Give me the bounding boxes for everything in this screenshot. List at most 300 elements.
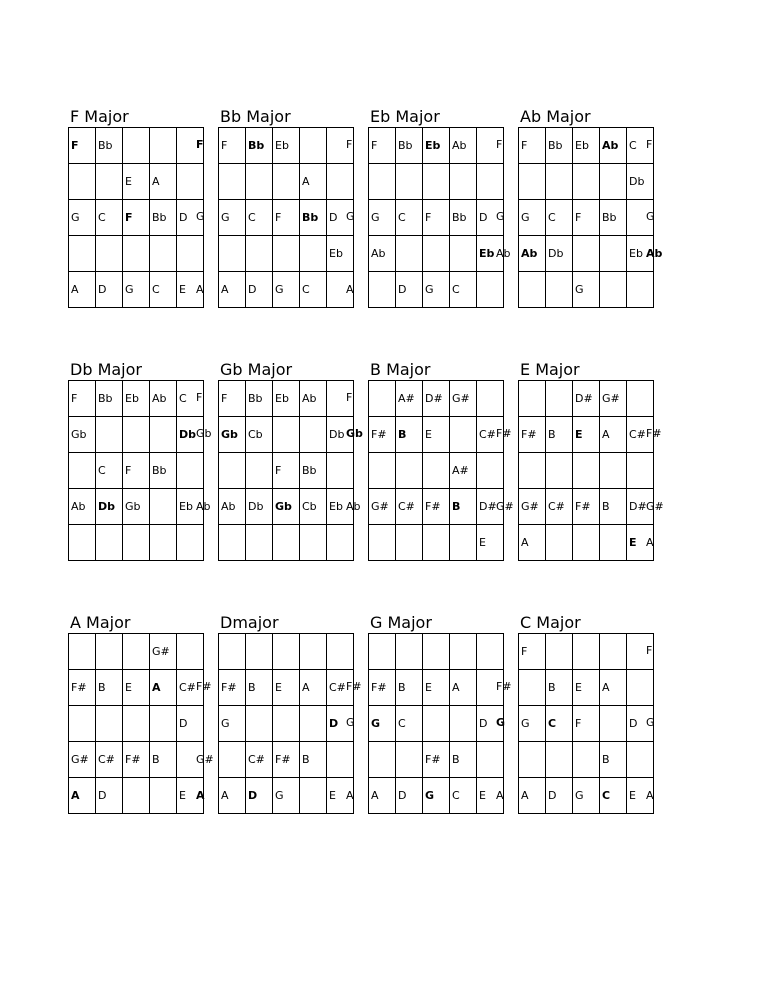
fret-row	[69, 742, 204, 778]
edge-note-label: A	[196, 788, 205, 802]
note-cell	[519, 453, 546, 489]
edge-note-label: G	[496, 716, 506, 730]
note-cell	[450, 417, 477, 453]
fret-row	[369, 489, 504, 525]
note-cell: Gb	[123, 489, 150, 525]
note-cell: D	[177, 706, 204, 742]
note-cell	[69, 634, 96, 670]
note-cell: Eb	[627, 236, 654, 272]
note-cell: Gb	[273, 489, 300, 525]
note-cell	[546, 272, 573, 308]
note-cell	[246, 164, 273, 200]
note-cell: Bb	[300, 453, 327, 489]
note-cell	[573, 525, 600, 561]
note-cell	[600, 525, 627, 561]
note-cell	[600, 706, 627, 742]
edge-note-label: F#	[346, 680, 362, 694]
note-cell: Db	[96, 489, 123, 525]
fret-row	[69, 706, 204, 742]
note-cell	[450, 525, 477, 561]
note-cell: F	[573, 706, 600, 742]
note-cell: C#	[477, 417, 504, 453]
note-cell: F#	[369, 670, 396, 706]
fret-row	[219, 742, 354, 778]
edge-note-label: F	[196, 391, 203, 404]
note-cell: F	[219, 128, 246, 164]
note-cell: C	[150, 272, 177, 308]
fret-row	[369, 706, 504, 742]
note-cell: Eb	[327, 489, 354, 525]
note-cell: F#	[273, 742, 300, 778]
note-cell: D#	[423, 381, 450, 417]
fret-row	[369, 128, 504, 164]
fret-row	[369, 778, 504, 814]
note-cell: C	[600, 778, 627, 814]
chart-title: E Major	[520, 360, 580, 379]
note-cell	[546, 634, 573, 670]
note-cell: F	[69, 381, 96, 417]
note-cell: E	[327, 778, 354, 814]
fretboard-grid	[518, 633, 654, 814]
note-cell	[546, 381, 573, 417]
note-cell	[96, 236, 123, 272]
note-cell: Ab	[219, 489, 246, 525]
note-cell: G	[273, 778, 300, 814]
fretboard-grid	[218, 380, 354, 561]
note-cell: G	[219, 706, 246, 742]
note-cell: F	[423, 200, 450, 236]
note-cell	[573, 634, 600, 670]
note-cell: Gb	[219, 417, 246, 453]
edge-note-label	[646, 380, 676, 416]
note-cell: A	[600, 670, 627, 706]
fret-row	[219, 706, 354, 742]
note-cell	[300, 236, 327, 272]
chart-title: Dmajor	[220, 613, 279, 632]
note-cell: Bb	[600, 200, 627, 236]
edge-note-label: G#	[496, 499, 514, 513]
note-cell: F#	[69, 670, 96, 706]
note-cell	[396, 453, 423, 489]
edge-note-label: G#	[196, 752, 214, 766]
fretboard-grid	[368, 633, 504, 814]
note-cell: Ab	[300, 381, 327, 417]
note-cell	[150, 236, 177, 272]
note-cell	[273, 525, 300, 561]
note-cell: Bb	[96, 128, 123, 164]
note-cell: G#	[519, 489, 546, 525]
note-cell	[96, 706, 123, 742]
note-cell: E	[477, 778, 504, 814]
note-cell: Gb	[69, 417, 96, 453]
fret-row	[369, 453, 504, 489]
note-cell: Ab	[519, 236, 546, 272]
edge-note-label: G	[496, 210, 505, 224]
note-cell	[69, 164, 96, 200]
note-cell	[573, 236, 600, 272]
note-cell: C#	[396, 489, 423, 525]
note-cell	[369, 381, 396, 417]
note-cell: G	[573, 272, 600, 308]
note-cell: A	[219, 778, 246, 814]
note-cell	[396, 634, 423, 670]
edge-note-label: A	[646, 788, 654, 802]
fretboard-grid	[218, 127, 354, 308]
fret-row	[519, 200, 654, 236]
note-cell	[69, 706, 96, 742]
fret-row	[519, 525, 654, 561]
note-cell	[519, 742, 546, 778]
fret-row	[69, 164, 204, 200]
fret-row	[219, 272, 354, 308]
note-cell: A	[219, 272, 246, 308]
note-cell	[219, 236, 246, 272]
note-cell	[219, 453, 246, 489]
note-cell: F#	[573, 489, 600, 525]
note-cell: E	[573, 670, 600, 706]
note-cell	[546, 742, 573, 778]
note-cell	[123, 128, 150, 164]
note-cell: Bb	[300, 200, 327, 236]
note-cell: C	[396, 200, 423, 236]
note-cell: C#	[177, 670, 204, 706]
note-cell: Ab	[369, 236, 396, 272]
note-cell	[123, 236, 150, 272]
note-cell: Eb	[123, 381, 150, 417]
note-cell: B	[546, 417, 573, 453]
note-cell: Eb	[327, 236, 354, 272]
edge-note-label: F	[646, 138, 653, 151]
note-cell: C#	[246, 742, 273, 778]
fret-row	[369, 164, 504, 200]
note-cell: B	[450, 489, 477, 525]
note-cell: Bb	[96, 381, 123, 417]
note-cell: D	[546, 778, 573, 814]
edge-note-label: F#	[196, 680, 212, 694]
edge-note-label: F#	[646, 427, 662, 441]
edge-note-label: G	[646, 210, 655, 224]
note-cell	[450, 634, 477, 670]
edge-note-label: G#	[646, 499, 664, 513]
note-cell	[450, 236, 477, 272]
note-cell	[246, 453, 273, 489]
note-cell	[573, 164, 600, 200]
fret-row	[219, 670, 354, 706]
note-cell: C	[177, 381, 204, 417]
note-cell: Bb	[396, 128, 423, 164]
note-cell: G	[369, 706, 396, 742]
note-cell: C	[96, 453, 123, 489]
fret-row	[69, 381, 204, 417]
note-cell: A	[369, 778, 396, 814]
note-cell	[219, 634, 246, 670]
fret-row	[369, 236, 504, 272]
fret-row	[369, 525, 504, 561]
edge-note-label: F#	[496, 427, 512, 441]
fret-row	[519, 164, 654, 200]
note-cell: C	[450, 272, 477, 308]
note-cell: A	[300, 670, 327, 706]
fret-row	[519, 489, 654, 525]
note-cell: D	[246, 778, 273, 814]
note-cell: Eb	[273, 381, 300, 417]
note-cell: Db	[546, 236, 573, 272]
note-cell	[369, 272, 396, 308]
note-cell: C	[546, 200, 573, 236]
note-cell	[69, 236, 96, 272]
note-cell: C	[396, 706, 423, 742]
fret-row	[369, 670, 504, 706]
note-cell	[369, 453, 396, 489]
note-cell	[546, 164, 573, 200]
note-cell: Bb	[546, 128, 573, 164]
note-cell: Cb	[300, 489, 327, 525]
note-cell	[273, 236, 300, 272]
note-cell	[600, 453, 627, 489]
note-cell: C#	[627, 417, 654, 453]
note-cell	[273, 706, 300, 742]
note-cell: E	[627, 525, 654, 561]
note-cell: C	[96, 200, 123, 236]
note-cell	[150, 778, 177, 814]
note-cell	[96, 634, 123, 670]
note-cell: G	[423, 778, 450, 814]
fret-row	[519, 236, 654, 272]
chart-title: C Major	[520, 613, 581, 632]
note-cell	[450, 706, 477, 742]
note-cell	[69, 525, 96, 561]
note-cell: D	[627, 706, 654, 742]
note-cell	[69, 453, 96, 489]
fret-row	[219, 200, 354, 236]
note-cell	[600, 634, 627, 670]
fret-row	[69, 453, 204, 489]
note-cell: D	[396, 272, 423, 308]
note-cell: A	[150, 670, 177, 706]
edge-note-label: Ab	[196, 499, 211, 513]
edge-note-label	[646, 272, 676, 308]
fret-row	[219, 778, 354, 814]
note-cell: D#	[477, 489, 504, 525]
chart-title: Ab Major	[520, 107, 591, 126]
note-cell: D#	[627, 489, 654, 525]
note-cell: E	[177, 272, 204, 308]
note-cell: B	[600, 489, 627, 525]
fret-row	[69, 236, 204, 272]
fret-row	[519, 778, 654, 814]
fret-row	[69, 200, 204, 236]
edge-note-label: Gb	[346, 427, 363, 441]
note-cell: G	[69, 200, 96, 236]
note-cell: B	[396, 417, 423, 453]
note-cell: F	[273, 453, 300, 489]
fret-row	[69, 272, 204, 308]
note-cell: A	[69, 272, 96, 308]
fret-row	[69, 417, 204, 453]
note-cell: Eb	[573, 128, 600, 164]
fret-row	[219, 164, 354, 200]
note-cell	[150, 417, 177, 453]
fret-row	[219, 453, 354, 489]
note-cell: G	[519, 706, 546, 742]
fret-row	[369, 272, 504, 308]
edge-note-label: Ab	[646, 246, 663, 260]
note-cell: B	[546, 670, 573, 706]
edge-note-label: F	[346, 138, 353, 151]
note-cell: B	[246, 670, 273, 706]
note-cell: E	[423, 417, 450, 453]
note-cell	[396, 525, 423, 561]
edge-note-label: A	[646, 535, 654, 549]
note-cell	[246, 706, 273, 742]
note-cell	[246, 634, 273, 670]
chart-title: F Major	[70, 107, 129, 126]
note-cell	[573, 453, 600, 489]
note-cell	[423, 525, 450, 561]
note-cell: A	[450, 670, 477, 706]
note-cell: F	[519, 634, 546, 670]
note-cell: Eb	[423, 128, 450, 164]
string-edge-labels	[646, 127, 676, 309]
note-cell: Bb	[450, 200, 477, 236]
note-cell: B	[150, 742, 177, 778]
edge-note-label: F	[196, 138, 204, 151]
note-cell: C	[300, 272, 327, 308]
note-cell	[396, 164, 423, 200]
fretboard-grid	[368, 127, 504, 308]
note-cell	[273, 164, 300, 200]
note-cell	[423, 706, 450, 742]
note-cell: B	[396, 670, 423, 706]
note-cell	[573, 742, 600, 778]
chart-title: Gb Major	[220, 360, 293, 379]
note-cell	[300, 706, 327, 742]
note-cell: E	[573, 417, 600, 453]
note-cell: E	[177, 778, 204, 814]
note-cell	[150, 128, 177, 164]
note-cell: Bb	[246, 128, 273, 164]
note-cell: E	[477, 525, 504, 561]
note-cell: G	[273, 272, 300, 308]
note-cell: E	[123, 670, 150, 706]
note-cell: Ab	[450, 128, 477, 164]
note-cell: G#	[150, 634, 177, 670]
note-cell: F#	[219, 670, 246, 706]
note-cell: B	[600, 742, 627, 778]
note-cell: E	[423, 670, 450, 706]
note-cell: D	[96, 272, 123, 308]
edge-note-label: F#	[496, 680, 512, 694]
note-cell	[369, 742, 396, 778]
note-cell: B	[450, 742, 477, 778]
fret-row	[69, 670, 204, 706]
string-edge-labels	[646, 380, 676, 562]
edge-note-label: G	[346, 716, 355, 730]
note-cell	[123, 634, 150, 670]
note-cell: A	[519, 778, 546, 814]
fret-row	[219, 634, 354, 670]
edge-note-label: F	[346, 391, 353, 404]
fret-row	[519, 272, 654, 308]
fretboard-grid	[68, 380, 204, 561]
note-cell	[300, 634, 327, 670]
note-cell	[396, 236, 423, 272]
fret-row	[519, 670, 654, 706]
edge-note-label: Gb	[196, 427, 212, 441]
note-cell	[546, 453, 573, 489]
note-cell	[450, 164, 477, 200]
note-cell	[123, 417, 150, 453]
note-cell: G	[369, 200, 396, 236]
note-cell: E	[627, 778, 654, 814]
note-cell: C#	[546, 489, 573, 525]
edge-note-label: F	[496, 138, 503, 151]
note-cell	[150, 706, 177, 742]
note-cell: F#	[369, 417, 396, 453]
fret-row	[219, 417, 354, 453]
fret-row	[219, 236, 354, 272]
fret-row	[369, 381, 504, 417]
note-cell: Eb	[177, 489, 204, 525]
note-cell: G	[123, 272, 150, 308]
note-cell: E	[123, 164, 150, 200]
note-cell	[246, 236, 273, 272]
edge-note-label: G	[346, 210, 355, 224]
note-cell: Bb	[150, 200, 177, 236]
note-cell	[123, 525, 150, 561]
edge-note-label	[646, 163, 676, 199]
chart-title: Bb Major	[220, 107, 291, 126]
fretboard-grid	[518, 127, 654, 308]
note-cell	[219, 525, 246, 561]
note-cell: Db	[246, 489, 273, 525]
note-cell: Ab	[150, 381, 177, 417]
note-cell: A	[300, 164, 327, 200]
note-cell: F#	[123, 742, 150, 778]
note-cell: A	[69, 778, 96, 814]
note-cell: Db	[327, 417, 354, 453]
note-cell	[369, 164, 396, 200]
note-cell	[150, 525, 177, 561]
note-cell: C#	[96, 742, 123, 778]
note-cell	[273, 417, 300, 453]
note-cell: B	[96, 670, 123, 706]
note-cell	[300, 417, 327, 453]
fretboard-grid	[518, 380, 654, 561]
note-cell: G	[573, 778, 600, 814]
note-cell: D	[327, 706, 354, 742]
note-cell: F	[123, 453, 150, 489]
note-cell: D	[177, 200, 204, 236]
note-cell	[423, 453, 450, 489]
note-cell: Eb	[477, 236, 504, 272]
note-cell: A	[150, 164, 177, 200]
fret-row	[369, 742, 504, 778]
edge-note-label	[646, 742, 676, 778]
note-cell: Eb	[273, 128, 300, 164]
fret-row	[519, 128, 654, 164]
note-cell: G#	[450, 381, 477, 417]
note-cell	[300, 128, 327, 164]
note-cell: Ab	[69, 489, 96, 525]
note-cell	[123, 778, 150, 814]
note-cell: G#	[369, 489, 396, 525]
note-cell: D	[96, 778, 123, 814]
note-cell: F	[123, 200, 150, 236]
note-cell: G	[519, 200, 546, 236]
fret-row	[519, 742, 654, 778]
edge-note-label: Ab	[496, 246, 511, 260]
